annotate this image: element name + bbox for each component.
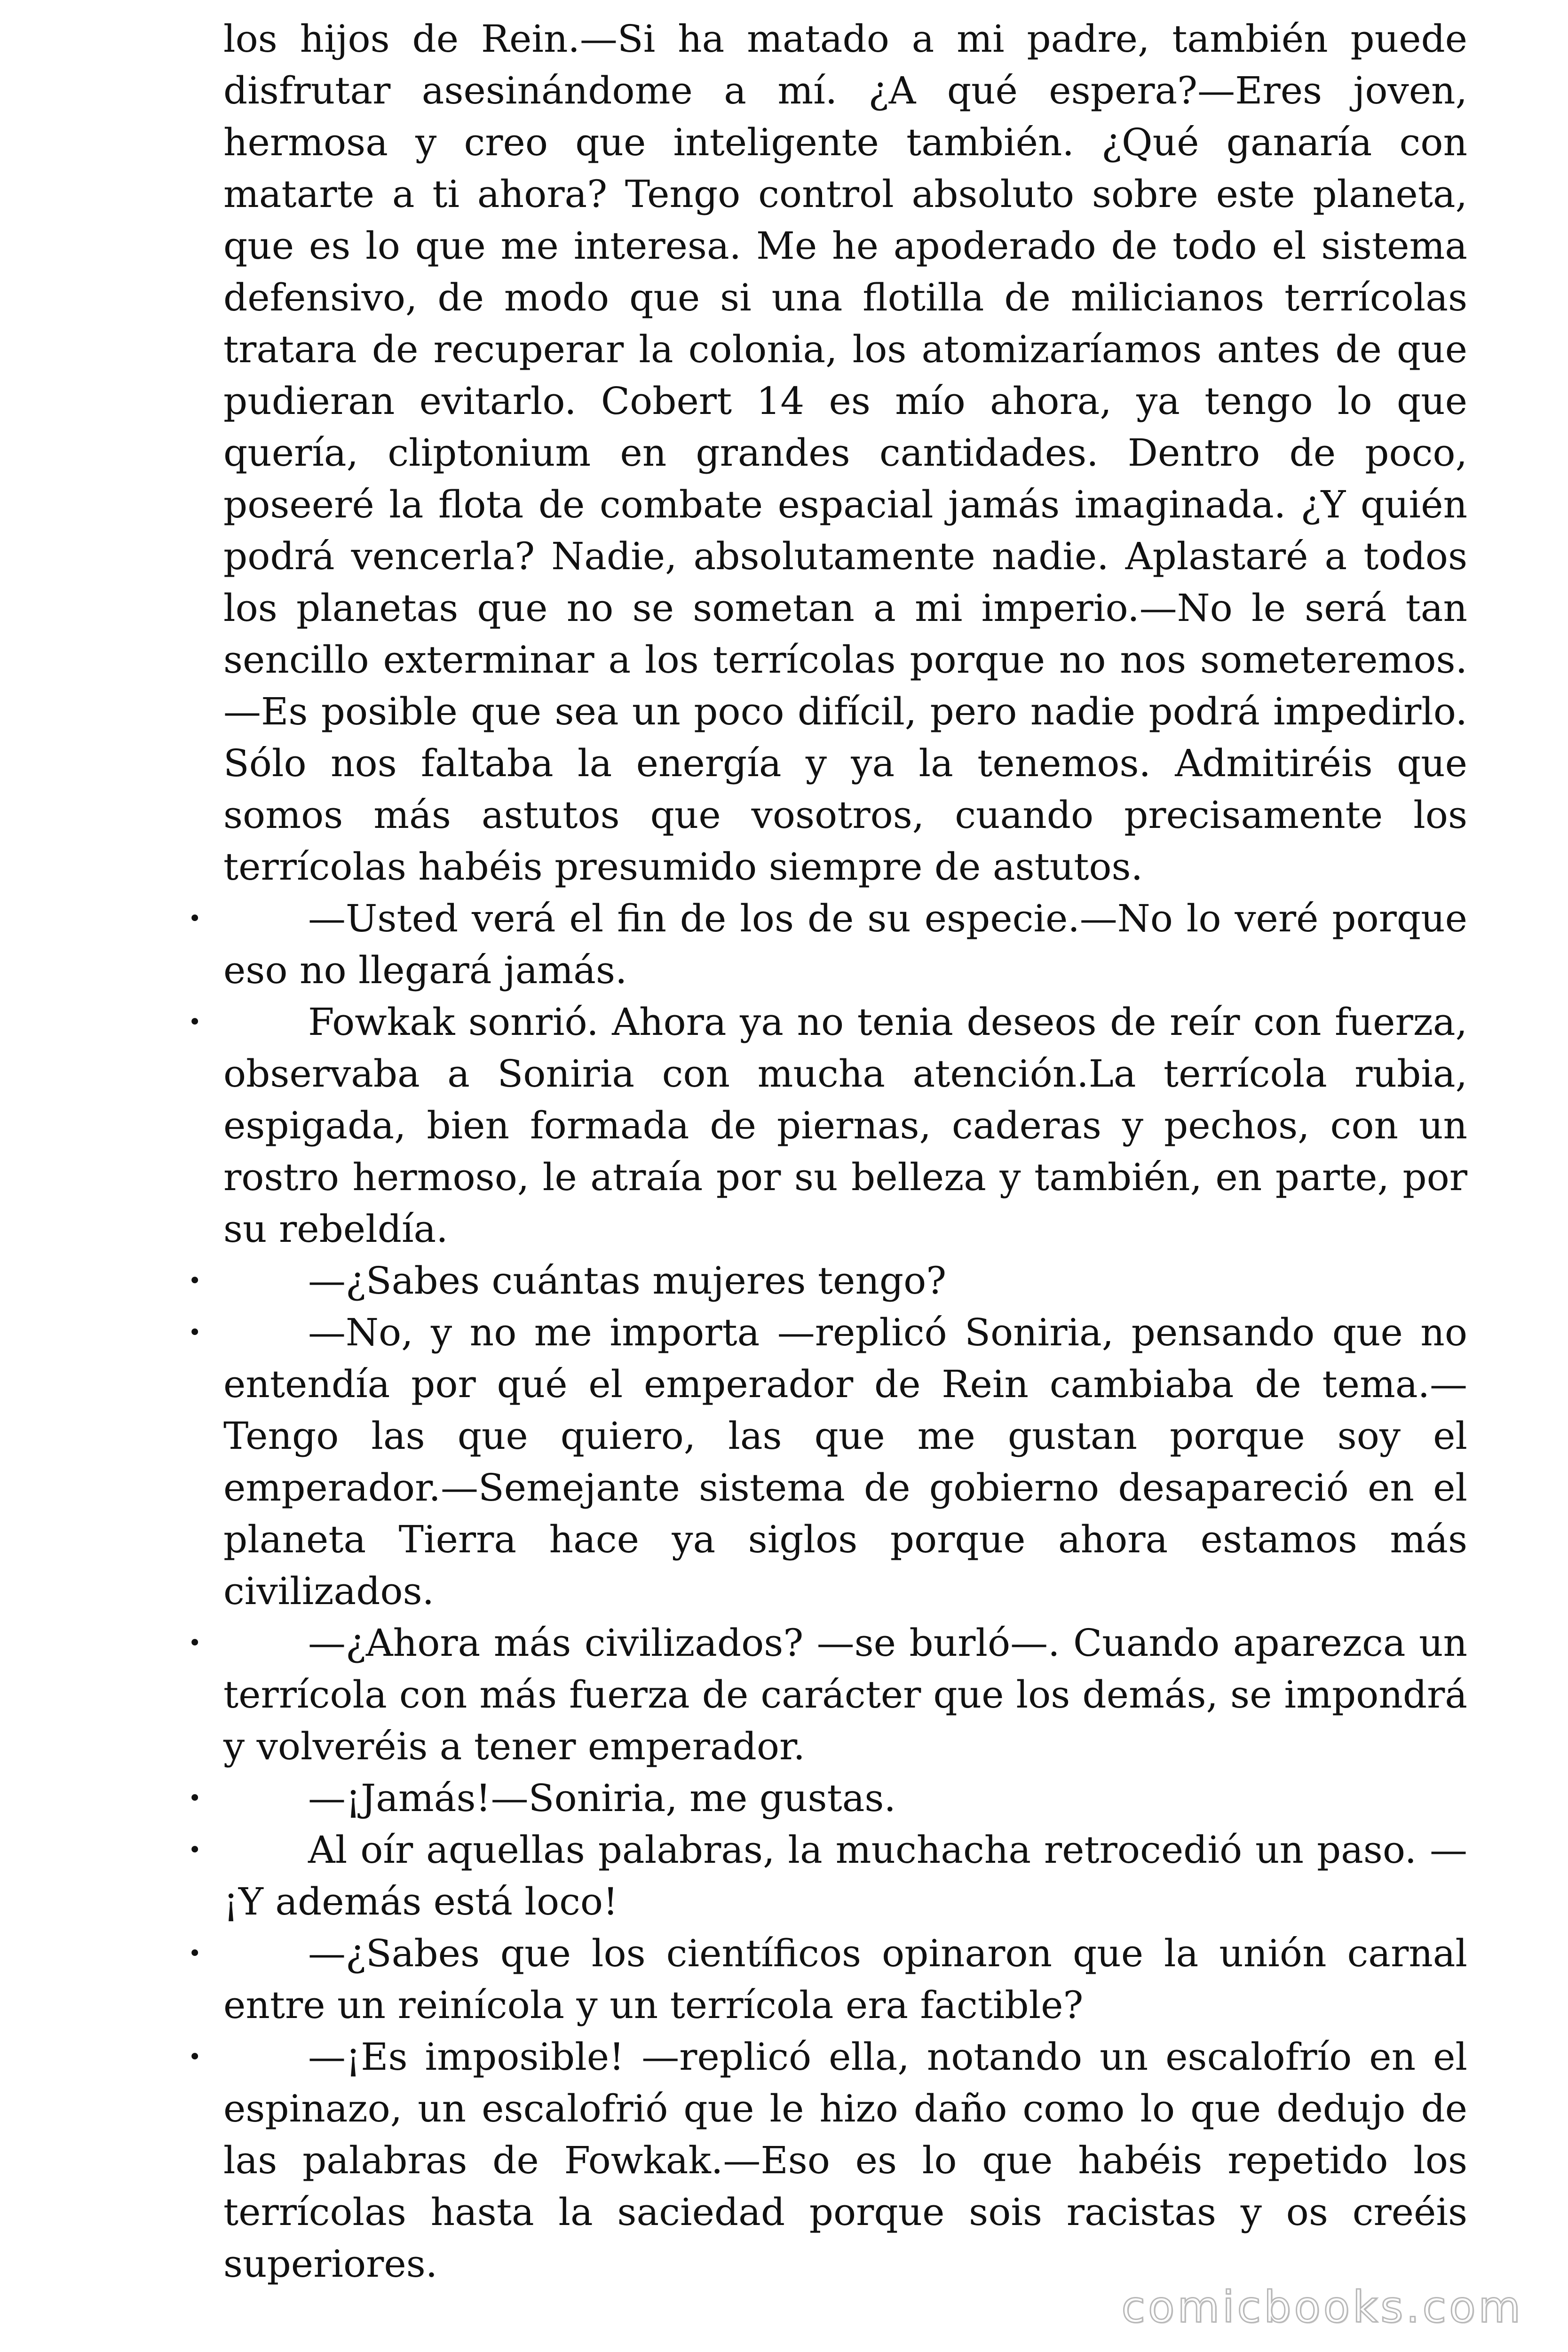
paragraph-6 <box>188 1617 1467 1772</box>
paragraph-3 <box>188 996 1467 1255</box>
paragraph-text: —¿Ahora más civilizados? —se burló—. Cuando aparezca un terrícola con más fuerza de carácter que los demás, se impondrá y volveréis a tener emperador. <box>223 1621 1467 1768</box>
paragraph-text: —¡Es imposible! —replicó ella, notando un escalofrío en el espinazo, un escalofrió que le hizo daño como lo que dedujo de las palabras de Fowkak.—Eso es lo que habéis repetido los terrícolas hasta la saciedad porque sois racistas y os creéis superiores. <box>223 2035 1467 2286</box>
paragraph-text: —¡Jamás!—Soniria, me gustas. <box>308 1776 896 1820</box>
paragraph-text: —¿Sabes que los científicos opinaron que la unión carnal entre un reinícola y un terrícola era factible? <box>223 1931 1467 2027</box>
paragraph-10 <box>188 2031 1467 2290</box>
paragraph-4 <box>188 1255 1467 1307</box>
bullet-marker: • <box>188 1319 202 1346</box>
paragraph-8 <box>188 1824 1467 1928</box>
bullet-marker: • <box>188 1630 202 1656</box>
paragraph-7 <box>188 1772 1467 1824</box>
bullet-marker: • <box>188 1009 202 1035</box>
paragraph-text: —Usted verá el fin de los de su especie.—No lo veré porque eso no llegará jamás. <box>223 897 1467 992</box>
page-text <box>188 13 1467 2290</box>
bullet-marker: • <box>188 2044 202 2070</box>
bullet-marker: • <box>188 1785 202 1812</box>
bullet-marker: • <box>188 906 202 932</box>
paragraph-text: Fowkak sonrió. Ahora ya no tenia deseos de reír con fuerza, observaba a Soniria con mucha atención.La terrícola rubia, espigada, bien formada de piernas, caderas y pechos, con un rostro hermoso, le atraía por su belleza y también, en parte, por su rebeldía. <box>223 1000 1467 1251</box>
paragraph-text: —¿Sabes cuántas mujeres tengo? <box>308 1259 947 1303</box>
paragraph-text: Al oír aquellas palabras, la muchacha retrocedió un paso. —¡Y además está loco! <box>223 1828 1467 1923</box>
bullet-marker: • <box>188 1940 202 1967</box>
bullet-marker: • <box>188 1268 202 1294</box>
paragraph-9 <box>188 1928 1467 2031</box>
site-watermark: comicbooks.com <box>1121 2282 1523 2332</box>
paragraph-text: —No, y no me importa —replicó Soniria, pensando que no entendía por qué el emperador de Rein cambiaba de tema.—Tengo las que quiero, las que me gustan porque soy el emperador.—Semejante sistema de gobierno desapareció en el planeta Tierra hace ya siglos porque ahora estamos más civilizados. <box>223 1311 1467 1613</box>
bullet-marker: • <box>188 1837 202 1863</box>
paragraph-2 <box>188 893 1467 996</box>
paragraph-1: los hijos de Rein.—Si ha matado a mi padre, también puede disfrutar asesinándome a mí. ¿A qué espera?—Eres joven, hermosa y creo que inteligente también. ¿Qué ganaría con matarte a ti ahora? Tengo control absoluto sobre este planeta, que es lo que me interesa. Me he apoderado de todo el sistema defensivo, de modo que si una flotilla de milicianos terrícolas tratara de recuperar la colonia, los atomizaríamos antes de que pudieran evitarlo. Cobert 14 es mío ahora, ya tengo lo que quería, cliptonium en grandes cantidades. Dentro de poco, poseeré la flota de combate espacial jamás imaginada. ¿Y quién podrá vencerla? Nadie, absolutamente nadie. Aplastaré a todos los planetas que no se sometan a mi imperio.—No le será tan sencillo exterminar a los terrícolas porque no nos someteremos. —Es posible que sea un poco difícil, pero nadie podrá impedirlo. Sólo nos faltaba la energía y ya la tenemos. Admitiréis que somos más astutos que vosotros, cuando precisamente los terrícolas habéis presumido siempre de astutos. <box>223 17 1467 889</box>
paragraph-5 <box>188 1307 1467 1617</box>
